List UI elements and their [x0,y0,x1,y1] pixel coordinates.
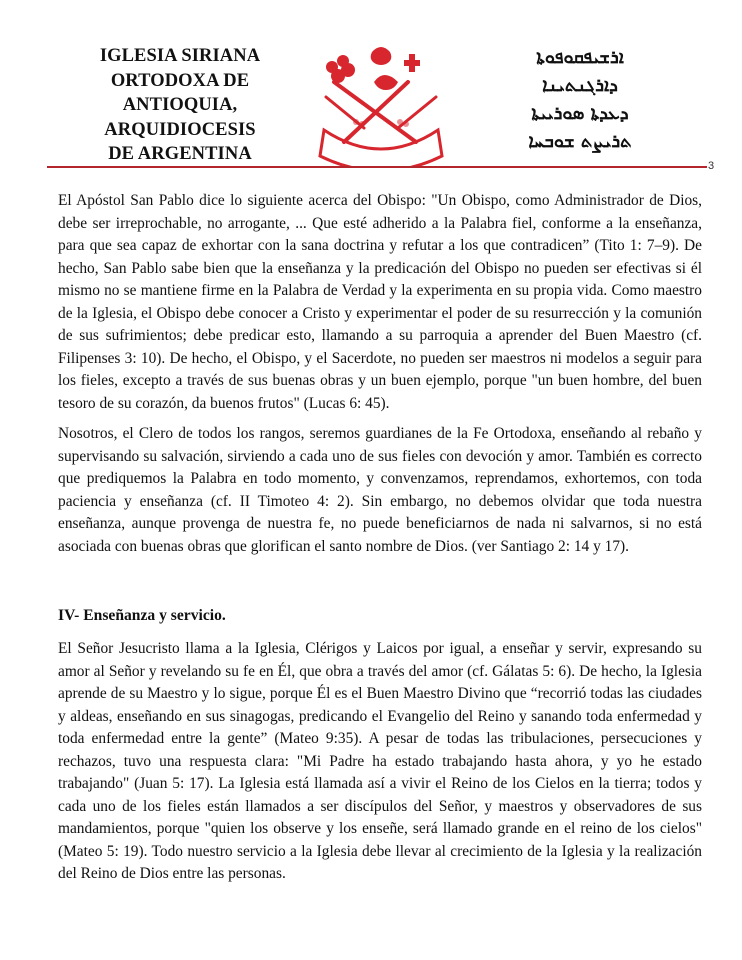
syriac-line: ܕܐܪܓܢܬܝܢܐ [542,75,618,96]
paragraph: Nosotros, el Clero de todos los rangos, seremos guardianes de la Fe Ortodoxa, enseñando al rebaño y supervisando su salvación, sirviendo a cada uno de sus fieles con devoción y amor. También es correcto que prediquemos la Palabra en todo momento, y convenzamos, reprendamos, exhortemos, con toda paciencia y enseñanza (cf. II Timoteo 4: 2). Sin embargo, no debemos olvidar que toda nuestra enseñanza, aunque provenga de nuestra fe, no puede beneficiarnos de nada ni salvarnos, si no está asociada con buenas obras que glorifican el santo nombre de Dios. (ver Santiago 2: 14 y 17). [58,425,702,555]
church-name-line: IGLESIA SIRIANA [99,46,261,66]
church-name-line: DE ARGENTINA [108,144,252,164]
ribbon-banner [320,130,442,168]
syriac-line: ܕܥܕܬܐ ܣܘܪܝܝܬܐ [531,103,629,124]
church-name [70,44,290,167]
church-emblem-logo [316,42,446,168]
section-2-body [58,638,702,886]
paragraph: El Apóstol San Pablo dice lo siguiente acerca del Obispo: "Un Obispo, como Administrador de Dios, debe ser irreprochable, no arrogante, ... Que esté adherido a la Palabra fiel, conforme a la enseñanza, para que sea capaz de exhortar con la sana doctrina y refutar a los que contradicen” (Tito 1: 7–9). De hecho, San Pablo sabe bien que la enseñanza y la predicación del Obispo no pueden ser efectivas si él mismo no se mantiene firme en la Palabra de Verdad y la experimenta en su propia vida. Como maestro de la Iglesia, el Obispo debe conocer a Cristo y experimentar el poder de su resurrección y la comunión de sus sufrimientos; debe predicar esto, llamando a su parroquia a aprender del Buen Maestro (cf. Filipenses 3: 10). De hecho, el Obispo, y el Sacerdote, no pueden ser maestros ni modelos a seguir para los fieles, excepto a través de sus buenas obras y un buen ejemplo, porque "un buen hombre, del buen tesoro de su corazón, da buenos frutos" (Lucas 6: 45). [58,192,702,412]
crossed-staff-right [344,82,408,142]
church-name-line: ANTIOQUIA, [122,95,238,115]
church-name-line: ORTODOXA DE [110,70,250,91]
syriac-line: ܐܪܫܝܦܩܘܦܘܬܐ [536,47,624,68]
section-heading: IV- Enseñanza y servicio. [58,607,226,624]
section-1-body [58,190,702,558]
header-rule [47,166,707,168]
paragraph: El Señor Jesucristo llama a la Iglesia, Clérigos y Laicos por igual, a enseñar y servir, expresando su amor al Señor y revelando su fe en Él, que obra a través del amor (cf. Gálatas 5: 6). De hecho, la Iglesia aprende de su Maestro y lo sigue, porque Él es el Buen Maestro Divino que “recorrió todas las ciudades y aldeas, enseñando en sus sinagogas, predicando el Evangelio del Reino y sanando toda enfermedad y toda enfermedad entre la gente” (Mateo 9:35). A pesar de todas las tribulaciones, persecuciones y rechazos, tuvo una respuesta clara: "Mi Padre ha estado trabajando hasta ahora, y yo he estado trabajando" (Juan 5: 17). La Iglesia está llamada así a vivir el Reino de los Cielos en la tierra; todos y cada uno de los fieles están llamados a ser discípulos del Señor, y maestros y observadores de sus mandamientos, porque "quien los observe y los enseñe, será llamado grande en el reino de los cielos" (Mateo 5: 19). Todo nuestro servicio a la Iglesia debe llevar al crecimiento de la Iglesia y la realización del Reino de Dios entre las personas. [58,640,702,882]
syriac-church-name [470,44,690,156]
church-name-line: ARQUIDIOCESIS [104,119,256,140]
page-number: 3 [708,160,715,172]
syriac-line: ܬܪܝܨܬ ܫܘܒܚܐ [528,131,632,152]
